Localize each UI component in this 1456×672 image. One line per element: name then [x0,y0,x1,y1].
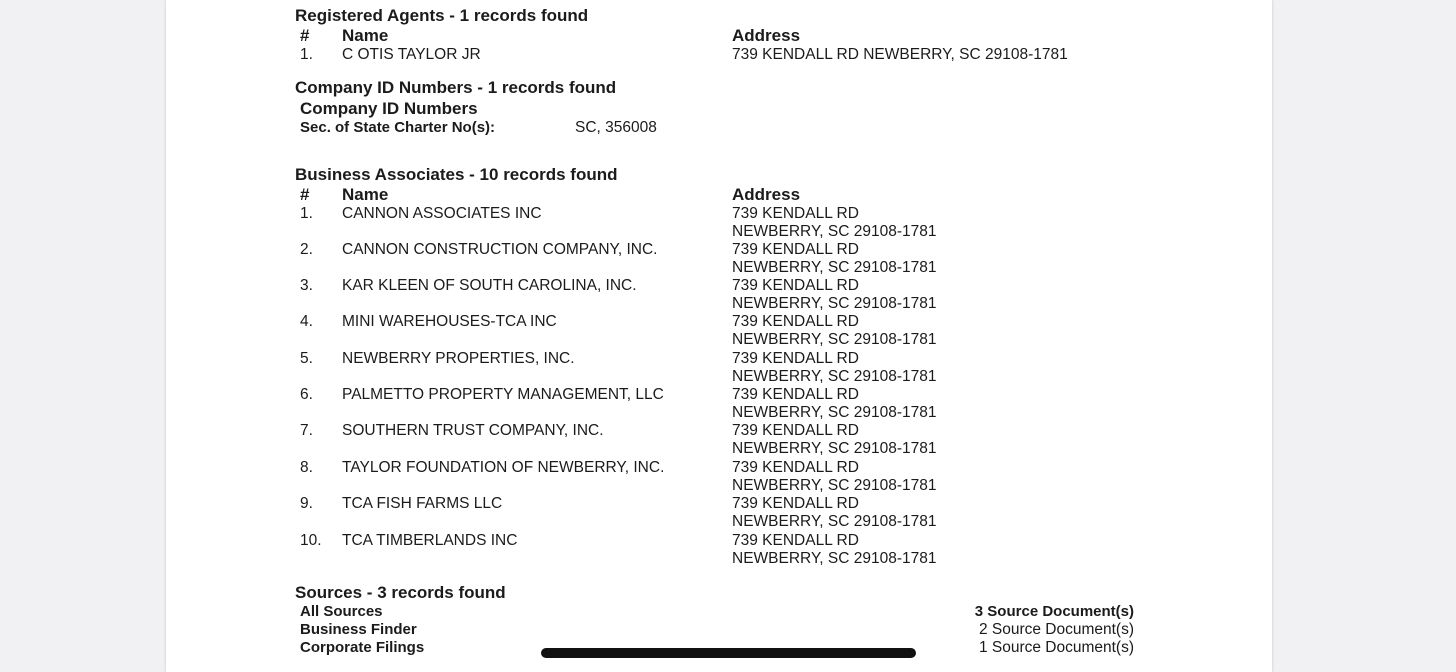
row-address-line2: NEWBERRY, SC 29108-1781 [732,259,937,276]
row-address-line2: NEWBERRY, SC 29108-1781 [732,223,937,240]
source-name: Corporate Filings [300,639,425,656]
company-ids-title: Company ID Numbers - 1 records found [295,78,617,97]
row-address-line1: 739 KENDALL RD [732,532,859,549]
row-num: 4. [300,313,313,330]
registered-agents-title: Registered Agents - 1 records found [295,6,589,25]
row-name: CANNON CONSTRUCTION COMPANY, INC. [342,241,658,258]
row-name: NEWBERRY PROPERTIES, INC. [342,350,575,367]
row-name: SOUTHERN TRUST COMPANY, INC. [342,422,604,439]
row-name: KAR KLEEN OF SOUTH CAROLINA, INC. [342,277,637,294]
charter-number-value: SC, 356008 [575,119,657,136]
row-name: TCA TIMBERLANDS INC [342,532,518,549]
source-count: 3 Source Document(s) [974,603,1134,620]
row-address-line1: 739 KENDALL RD [732,495,859,512]
row-address-line2: NEWBERRY, SC 29108-1781 [732,550,937,567]
row-name: TCA FISH FARMS LLC [342,495,503,512]
sources-title: Sources - 3 records found [295,583,506,602]
row-name: PALMETTO PROPERTY MANAGEMENT, LLC [342,386,664,403]
registered-agents-col-name: Name [342,26,389,45]
business-associates-col-address: Address [732,185,801,204]
row-name: TAYLOR FOUNDATION OF NEWBERRY, INC. [342,459,665,476]
registered-agents-col-num: # [300,26,310,45]
source-count: 2 Source Document(s) [978,621,1134,638]
registered-agents-col-address: Address [732,26,801,45]
business-associates-col-num: # [300,185,310,204]
row-address-line2: NEWBERRY, SC 29108-1781 [732,513,937,530]
row-num: 8. [300,459,313,476]
row-num: 7. [300,422,313,439]
row-num: 6. [300,386,313,403]
row-address-line2: NEWBERRY, SC 29108-1781 [732,404,937,421]
registered-agent-address: 739 KENDALL RD NEWBERRY, SC 29108-1781 [732,46,1068,63]
row-num: 1. [300,205,313,222]
row-address-line1: 739 KENDALL RD [732,241,859,258]
row-name: MINI WAREHOUSES-TCA INC [342,313,557,330]
row-address-line1: 739 KENDALL RD [732,386,859,403]
row-address-line2: NEWBERRY, SC 29108-1781 [732,331,937,348]
home-indicator[interactable] [541,648,916,658]
charter-number-label: Sec. of State Charter No(s): [300,119,496,136]
row-address-line2: NEWBERRY, SC 29108-1781 [732,440,937,457]
source-name: All Sources [300,603,383,620]
row-address-line1: 739 KENDALL RD [732,422,859,439]
source-name: Business Finder [300,621,417,638]
row-address-line1: 739 KENDALL RD [732,313,859,330]
row-name: CANNON ASSOCIATES INC [342,205,542,222]
row-address-line1: 739 KENDALL RD [732,277,859,294]
row-address-line2: NEWBERRY, SC 29108-1781 [732,477,937,494]
business-associates-col-name: Name [342,185,389,204]
row-address-line2: NEWBERRY, SC 29108-1781 [732,295,937,312]
registered-agent-name: C OTIS TAYLOR JR [342,46,481,63]
row-address-line1: 739 KENDALL RD [732,459,859,476]
report-page [166,0,1272,672]
registered-agent-num: 1. [300,46,313,63]
row-address-line1: 739 KENDALL RD [732,205,859,222]
row-num: 10. [300,532,322,549]
row-address-line1: 739 KENDALL RD [732,350,859,367]
row-address-line2: NEWBERRY, SC 29108-1781 [732,368,937,385]
business-associates-title: Business Associates - 10 records found [295,165,618,184]
row-num: 5. [300,350,313,367]
company-ids-subheading: Company ID Numbers [300,99,478,118]
row-num: 9. [300,495,313,512]
source-count: 1 Source Document(s) [978,639,1134,656]
row-num: 3. [300,277,313,294]
row-num: 2. [300,241,313,258]
